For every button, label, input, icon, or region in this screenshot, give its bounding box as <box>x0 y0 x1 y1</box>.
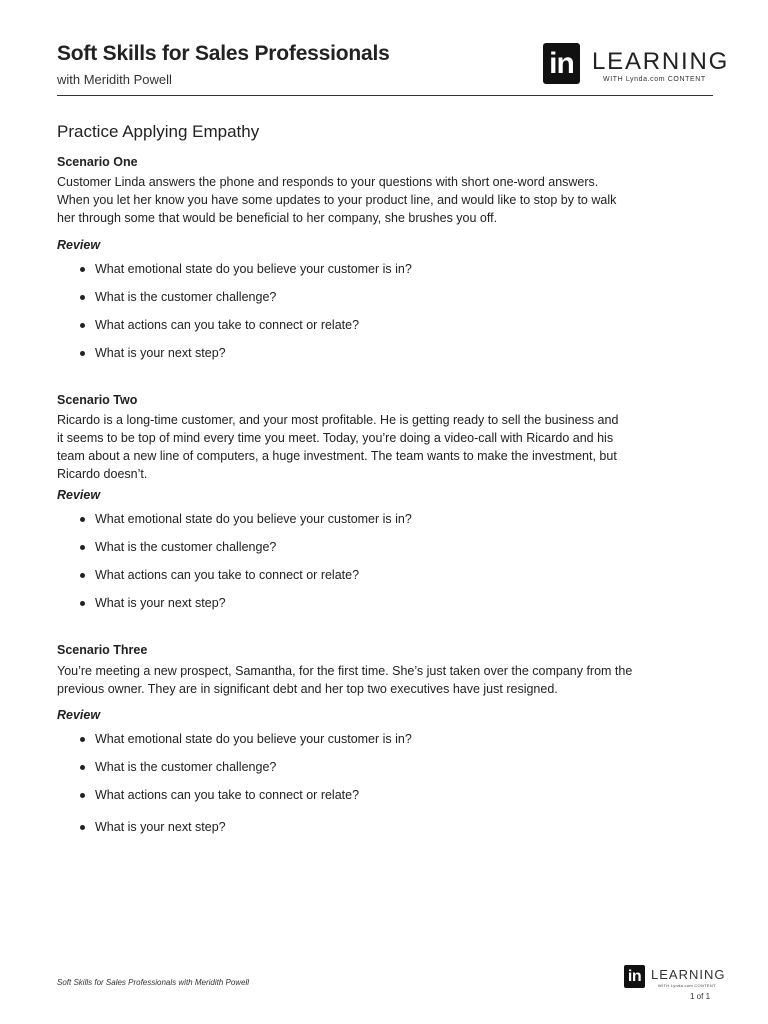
bullet-dot-icon <box>80 765 85 770</box>
review-question: What actions can you take to connect or relate? <box>95 788 360 802</box>
scenario-line: previous owner. They are in significant debt and her top two executives have just resigned. <box>57 682 558 696</box>
bullet-dot-icon <box>80 573 85 578</box>
scenario-one-description <box>57 173 707 227</box>
bullet-dot-icon <box>80 737 85 742</box>
scenario-line: Ricardo doesn’t. <box>57 467 148 481</box>
scenario-line: Ricardo is a long-time customer, and your most profitable. He is getting ready to sell the business and <box>57 413 619 427</box>
review-question: What is your next step? <box>95 346 226 360</box>
header-divider <box>57 95 713 96</box>
bullet-dot-icon <box>80 793 85 798</box>
review-question: What is the customer challenge? <box>95 290 277 304</box>
review-question: What is your next step? <box>95 596 226 610</box>
document-title: Soft Skills for Sales Professionals <box>57 42 390 65</box>
linkedin-logo-icon: in <box>543 43 580 84</box>
learning-logo-tagline: WITH Lynda.com CONTENT <box>658 983 716 988</box>
bullet-dot-icon <box>80 295 85 300</box>
bullet-dot-icon <box>80 601 85 606</box>
scenario-line: Customer Linda answers the phone and responds to your questions with short one-word answers. <box>57 175 599 189</box>
review-question: What emotional state do you believe your customer is in? <box>95 732 412 746</box>
scenario-two-description <box>57 411 707 483</box>
review-question: What actions can you take to connect or relate? <box>95 568 360 582</box>
page-number: 1 of 1 <box>690 992 711 1001</box>
scenario-line: it seems to be top of mind every time you meet. Today, you’re doing a video-call with Ricardo and his <box>57 431 614 445</box>
review-question: What is the customer challenge? <box>95 540 277 554</box>
review-question: What actions can you take to connect or relate? <box>95 318 360 332</box>
bullet-dot-icon <box>80 267 85 272</box>
linkedin-logo-icon: in <box>624 965 645 988</box>
review-question: What is your next step? <box>95 820 226 834</box>
review-question: What emotional state do you believe your customer is in? <box>95 512 412 526</box>
review-label: Review <box>57 238 101 252</box>
review-question: What is the customer challenge? <box>95 760 277 774</box>
bullet-dot-icon <box>80 351 85 356</box>
review-label: Review <box>57 488 101 502</box>
scenario-line: You’re meeting a new prospect, Samantha, for the first time. She’s just taken over the company from the <box>57 664 633 678</box>
review-question: What emotional state do you believe your customer is in? <box>95 262 412 276</box>
scenario-line: team about a new line of computers, a huge investment. The team wants to make the investment, but <box>57 449 617 463</box>
document-subtitle: with Meridith Powell <box>57 72 172 87</box>
bullet-dot-icon <box>80 517 85 522</box>
scenario-three-description <box>57 662 707 698</box>
scenario-two-title: Scenario Two <box>57 393 138 407</box>
learning-logo-wordmark: LEARNING <box>651 967 726 982</box>
learning-logo-wordmark: LEARNING <box>592 48 730 75</box>
bullet-dot-icon <box>80 323 85 328</box>
bullet-dot-icon <box>80 825 85 830</box>
scenario-three-title: Scenario Three <box>57 643 148 657</box>
review-label: Review <box>57 708 101 722</box>
scenario-one-title: Scenario One <box>57 155 138 169</box>
scenario-line: her through some that would be beneficial to her company, she brushes you off. <box>57 211 498 225</box>
section-heading: Practice Applying Empathy <box>57 122 260 141</box>
learning-logo-tagline: WITH Lynda.com CONTENT <box>603 76 706 83</box>
bullet-dot-icon <box>80 545 85 550</box>
scenario-line: When you let her know you have some updates to your product line, and would like to stop by to walk <box>57 193 617 207</box>
footer-course-title: Soft Skills for Sales Professionals with Meridith Powell <box>57 978 250 987</box>
